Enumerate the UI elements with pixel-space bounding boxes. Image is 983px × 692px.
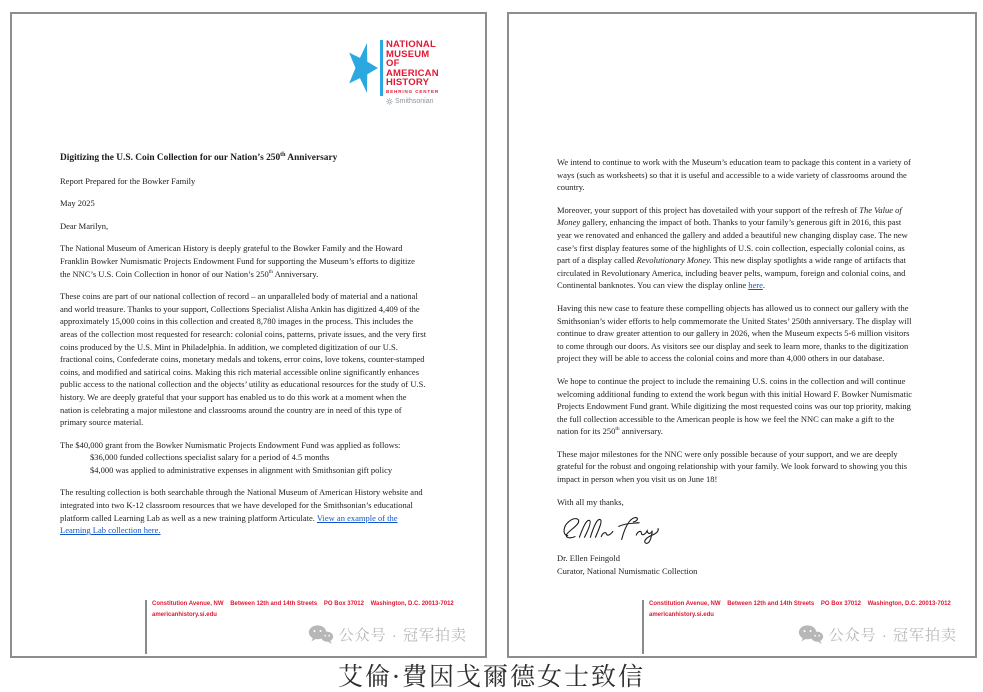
smithsonian-label bbox=[386, 98, 439, 105]
grant-intro: The $40,000 grant from the Bowker Numismatic Projects Endowment Fund was applied as follows: bbox=[60, 439, 401, 450]
letter-body-page1 bbox=[60, 152, 427, 547]
letter-subtitle: Report Prepared for the Bowker Family bbox=[60, 175, 196, 186]
logo-line: OF bbox=[386, 58, 400, 70]
logo-divider-bar bbox=[380, 40, 383, 96]
logo-wordmark bbox=[386, 40, 439, 88]
letter-paragraph: The National Museum of American History is deeply grateful to the Bowker Family and the Howard Franklin Bowker Numismatic Projects Endowment Fund for supporting the Museum’s efforts to digitize the NNC’s U.S. Coin Collection in honor of our Nation’s 250th Anniversary. bbox=[60, 243, 415, 279]
logo-line: AMERICAN bbox=[386, 67, 439, 79]
footer-divider-bar bbox=[145, 600, 147, 654]
letter-page-2 bbox=[507, 12, 977, 658]
signature bbox=[559, 512, 661, 548]
footer-address-line1: Constitution Avenue, NW Between 12th and 14th Streets PO Box 37012 Washington, D.C. 20013-7012 bbox=[152, 601, 454, 607]
signer-name: Dr. Ellen Feingold bbox=[557, 553, 621, 564]
watermark bbox=[798, 624, 957, 645]
wechat-icon bbox=[798, 624, 824, 645]
grant-breakdown bbox=[60, 439, 427, 477]
letter-paragraph: The resulting collection is both searchable through the National Museum of American History website and integrated into two K-12 classroom resources that we have developed for the Smithsonian’s educational platform called Learning Lab as well as a new training platform Articulate. View an example of the Learning Lab collection here. bbox=[60, 487, 423, 536]
smithsonian-text: Smithsonian bbox=[395, 98, 434, 106]
letter-paragraph: These coins are part of our national collection of record – an unparalleled body of material and a national and world treasure. Thanks to your support, Collections Specialist Alisha Ankin has digitized 4,409 of the approximately 15,000 coins in this collection and created 8,780 images in the process. This includes the areas of the collection most requested for research: colonial coins, patterns, private issues, and the very first coins produced by the U.S. Mint in Philadelphia. In addition, we completed digitization of our U.S. fractional coins, Confederate coins, monetary medals and tokens, error coins, love tokens, counter-stamped coins, and modified and satirical coins. Making this rich material accessible online significantly enhances public access to the national collection and the objects’ utility as educational resources for the study of U.S. history. We are deeply grateful that your support has enabled us to do this work at a moment when the nation is celebrating a major milestone and classrooms around the country are in need of this type of primary source material. bbox=[60, 291, 427, 428]
letter-paragraph: We hope to continue the project to include the remaining U.S. coins in the collection and will continue welcoming additional funding to extend the work begun with this initial Howard F. Bowker Numismatic Projects Endowment Fund grant. While digitizing the most requested coins was our top priority, making the full collection accessible to the American people is how we feel the NNC can make a gift to the nation for its 250th anniversary. bbox=[557, 375, 913, 437]
footer-website: americanhistory.si.edu bbox=[649, 611, 714, 618]
footer-address-line1: Constitution Avenue, NW Between 12th and 14th Streets PO Box 37012 Washington, D.C. 20013-7012 bbox=[649, 601, 951, 607]
salutation: Dear Marilyn, bbox=[60, 220, 109, 231]
watermark-label: 公众号 · 冠军拍卖 bbox=[828, 627, 957, 644]
letter-body-page2 bbox=[557, 156, 917, 577]
letter-paragraph: We intend to continue to work with the Museum’s education team to package this content in a variety of ways (such as worksheets) so that it is useful and accessible to a wide variety of classrooms around the country. bbox=[557, 157, 911, 193]
inline-link[interactable]: View an example of the Learning Lab collection here. bbox=[60, 512, 398, 536]
footer-website: americanhistory.si.edu bbox=[152, 611, 217, 618]
image-caption: 艾倫·費因戈爾德女士致信 bbox=[338, 662, 645, 691]
letterhead-footer bbox=[145, 598, 479, 654]
nmah-logo bbox=[345, 40, 439, 105]
logo-line: HISTORY bbox=[386, 77, 430, 89]
grant-item: $4,000 was applied to administrative expenses in alignment with Smithsonian gift policy bbox=[90, 464, 393, 475]
grant-item: $36,000 funded collections specialist salary for a period of 4.5 months bbox=[90, 452, 330, 463]
closing-line: With all my thanks, bbox=[557, 496, 624, 507]
inline-link[interactable]: here bbox=[748, 280, 763, 291]
logo-line: MUSEUM bbox=[386, 48, 430, 60]
smithsonian-sun-icon bbox=[386, 98, 393, 105]
watermark bbox=[308, 624, 467, 645]
letter-page-1 bbox=[10, 12, 487, 658]
logo-line: NATIONAL bbox=[386, 39, 436, 50]
signer-role: Curator, National Numismatic Collection bbox=[557, 565, 698, 576]
wechat-icon bbox=[308, 624, 334, 645]
letter-date: May 2025 bbox=[60, 198, 95, 209]
letter-paragraph: Having this new case to feature these compelling objects has allowed us to connect our gallery with the Smithsonian’s wider efforts to help commemorate the United States’ 250th anniversary. The display will continue to draw greater attention to our gallery in 2026, when the Museum expects 5-6 million visitors to come through our doors. As visitors see our display and seek to learn more, thanks to the digitization project they will be able to access the colonial coins and more than 4,000 others in our database. bbox=[557, 302, 912, 364]
behring-center-label: BEHRING CENTER bbox=[386, 89, 440, 95]
letter-title: Digitizing the U.S. Coin Collection for our Nation’s 250th Anniversary bbox=[60, 151, 338, 163]
watermark-label: 公众号 · 冠军拍卖 bbox=[338, 627, 467, 644]
star-icon bbox=[345, 40, 379, 96]
letter-paragraph: These major milestones for the NNC were only possible because of your support, and we are deeply grateful for the robust and ongoing relationship with your family. We look forward to showing you this impact in person when you visit us on June 18! bbox=[557, 448, 908, 485]
letter-paragraph: Moreover, your support of this project has dovetailed with your support of the refresh of The Value of Money gallery, enhancing the impact of both. Thanks to your family’s generous gift in 2016, this past year we renovated and enhanced the gallery and added a beautiful new changing display case. The new case’s first display features some of the highlights of U.S. coin collection, especially colonial coins, as part of a display called Revolutionary Money. This new display spotlights a wide range of artifacts that circulated in Revolutionary America, including beaver pelts, wampum, foreign and colonial coins, and Continental banknotes. You can view the display online here. bbox=[557, 204, 908, 291]
footer-divider-bar bbox=[642, 600, 644, 654]
letterhead-footer bbox=[642, 598, 969, 654]
